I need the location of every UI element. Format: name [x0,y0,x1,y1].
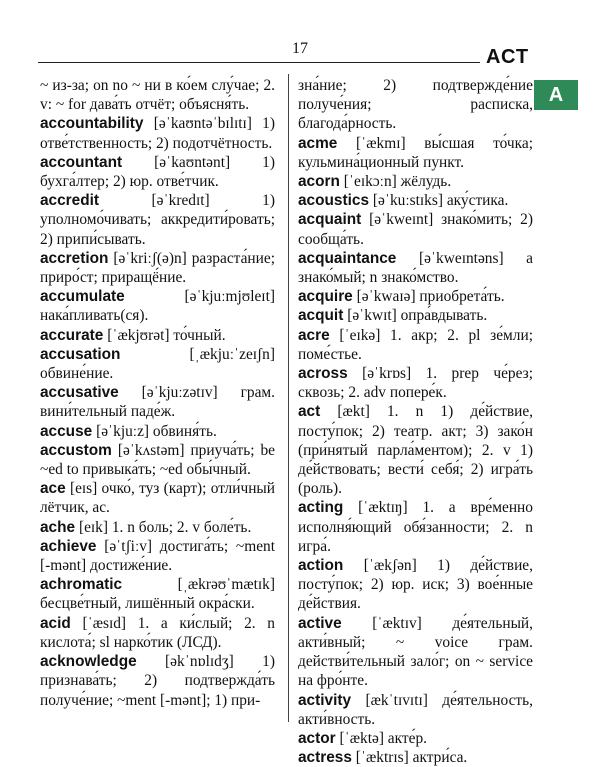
entry-definition: [əˈkwaɪə] приобрета́ть. [356,288,505,306]
entry-definition: [ˈæktə] акте́р. [339,729,427,747]
dictionary-entry [298,748,533,767]
dictionary-entry [40,422,275,441]
left-column [40,76,275,710]
entry-definition: [ˈækʃən] 1) де́йствие, посту́пок; 2) юр. иск; 3) вое́нные де́йствия. [298,557,533,613]
dictionary-entry [298,498,533,556]
dictionary-entry [40,652,275,710]
entry-headword: acoustics [298,192,370,210]
dictionary-entry [40,191,275,249]
entry-headword: accusative [40,384,119,402]
entry-definition: [əˈkjuːz] обвиня́ть. [96,422,217,440]
dictionary-entry [40,614,275,652]
entry-headword: accumulate [40,288,125,306]
entry-definition: ~ из-за; on no ~ ни в ко́ем слу́чае; 2. v: ~ for дава́ть отчёт; объясня́ть. [40,77,275,114]
dictionary-entry [40,287,275,325]
entry-headword: accusation [40,345,121,363]
entry-headword: acquit [298,307,344,325]
entry-definition: [ˈæsɪd] 1. a ки́слый; 2. n кислота́; sl нарко́тик (ЛСД). [40,614,275,651]
entry-definition: [əˈkuːstɪks] аку́стика. [372,192,509,210]
entry-headword: achromatic [40,576,123,594]
entry-definition: [ækt] 1. n 1) де́йствие, посту́пок; 2) театр. акт; 3) зако́н (при́нятый парла́ментом); 2. v 1) де́йствовать; вести́ себя́; 2) игра́ть (роль). [298,403,533,498]
running-head: ACT [486,46,529,68]
entry-headword: acting [298,499,344,517]
dictionary-entry [298,691,533,729]
dictionary-entry [40,518,275,537]
entry-definition: [ˈækmɪ] вы́сшая то́чка; кульмина́ционный пункт. [298,134,533,171]
dictionary-entry [298,729,533,748]
dictionary-entry [298,191,533,210]
right-column [298,76,533,767]
entry-definition: [əˈkjuːmjʊleɪt] нака́пливать(ся). [40,288,275,325]
entry-definition: [əˈkaʊntəˈbɪlɪtɪ] 1) отве́тственность; 2) подотчётность. [40,115,275,152]
entry-definition: [əˈtʃiːv] достига́ть; ~ment [-mənt] достиже́ние. [40,537,275,575]
dictionary-entry [298,172,533,191]
entry-definition: [əˈkrɒs] 1. prep че́рез; сквозь; 2. adv попере́к. [298,365,533,402]
dictionary-entry [40,249,275,287]
entry-headword: activity [298,691,352,709]
dictionary-entry [40,153,275,191]
page-number: 17 [292,40,308,57]
dictionary-entry [298,402,533,498]
entry-definition: [əˈkweɪntəns] a знако́мый; n знако́мство. [298,249,533,287]
entry-definition: [əˈkjuːzətɪv] грам. вини́тельный паде́ж. [40,384,275,421]
entry-definition: [əˈkaʊntənt] 1) бухга́лтер; 2) юр. отве́тчик. [40,153,275,191]
entry-headword: accuse [40,422,93,440]
entry-definition: зна́ние; 2) подтвержде́ние получе́ния; расписка, благода́рность. [298,77,533,133]
entry-definition: [ækˈtɪvɪtɪ] де́ятельность, акти́вность. [298,691,533,728]
entry-definition: [əˈkriːʃ(ə)n] разраста́ние; приро́ст; приращё́ние. [40,249,275,287]
entry-definition: [ˈeɪkə] 1. акр; 2. pl зе́мли; поме́стье. [298,326,533,363]
entry-headword: acme [298,134,338,152]
entry-headword: accurate [40,326,104,344]
entry-definition: [ˈæktrɪs] актри́са. [355,749,468,767]
entry-headword: act [298,403,321,421]
entry-headword: actress [298,749,352,767]
dictionary-entry [40,383,275,421]
dictionary-entry [298,306,533,325]
entry-headword: accretion [40,249,109,267]
entry-headword: acknowledge [40,653,137,671]
entry-definition: [ˈæktɪv] де́ятельный, акти́вный; ~ voice грам. действи́тельный зало́г; on ~ service на фро́нте. [298,614,533,690]
thumb-index-tab [534,80,578,110]
entry-definition: [ˈækjʊrət] то́чный. [107,326,226,344]
entry-definition: [eɪs] очко́, туз (карт); отли́чный лётчик, ас. [40,480,276,517]
entry-headword: actor [298,729,336,747]
entry-headword: accredit [40,192,100,210]
column-divider [288,74,289,722]
dictionary-entry [298,614,533,691]
header-rule [38,62,480,63]
entry-definition: [eɪk] 1. n боль; 2. v боле́ть. [78,518,252,536]
entry-headword: accustom [40,441,112,459]
entry-headword: ace [40,480,66,498]
dictionary-entry [40,114,275,152]
entry-definition: [ˌækrəʊˈmætɪk] бесцве́тный, лишённый окра́ски. [40,576,275,613]
dictionary-entry [298,76,533,134]
dictionary-entry [298,210,533,248]
dictionary-entry [298,134,533,172]
entry-headword: across [298,365,348,383]
dictionary-entry [298,249,533,287]
entry-headword: acre [298,326,330,344]
entry-definition: [əˈkredɪt] 1) уполномо́чивать; аккредити́ровать; 2) припи́сывать. [40,192,275,248]
entry-headword: active [298,614,342,632]
dictionary-entry [298,287,533,306]
entry-headword: acquaintance [298,249,397,267]
dictionary-entry [298,556,533,614]
dictionary-entry [40,76,275,114]
dictionary-entry [40,345,275,383]
entry-definition: [əˈkwɪt] опра́вдывать. [347,307,488,325]
entry-definition: [ˈeɪkɔːn] жёлудь. [343,173,452,191]
entry-definition: [əkˈnɒlɪdʒ] 1) признава́ть; 2) подтвержда́ть получе́ние; ~ment [-mənt]; 1) при- [40,653,275,709]
entry-definition: [ˌækjuːˈzeɪʃn] обвине́ние. [40,345,275,383]
dictionary-entry [40,441,275,479]
entry-definition: [əˈkʌstəm] приуча́ть; be ~ed to привыка́ть; ~ed обы́чный. [40,441,275,479]
entry-headword: acquire [298,288,353,306]
dictionary-entry [298,326,533,364]
entry-headword: accountability [40,115,144,133]
dictionary-entry [40,537,275,575]
entry-headword: acquaint [298,211,362,229]
entry-definition: [əˈkweɪnt] знако́мить; 2) сообща́ть. [298,211,533,248]
entry-headword: acorn [298,173,340,191]
thumb-letter: A [548,83,564,106]
entry-definition: [ˈæktɪŋ] 1. a вре́менно исполня́ющий обя́занности; 2. n игра́. [298,499,533,555]
entry-headword: acid [40,614,71,632]
entry-headword: action [298,557,344,575]
dictionary-entry [40,479,275,517]
entry-headword: ache [40,518,76,536]
dictionary-entry [40,326,275,345]
entry-headword: achieve [40,537,97,555]
entry-headword: accountant [40,153,123,171]
dictionary-entry [298,364,533,402]
dictionary-entry [40,575,275,613]
